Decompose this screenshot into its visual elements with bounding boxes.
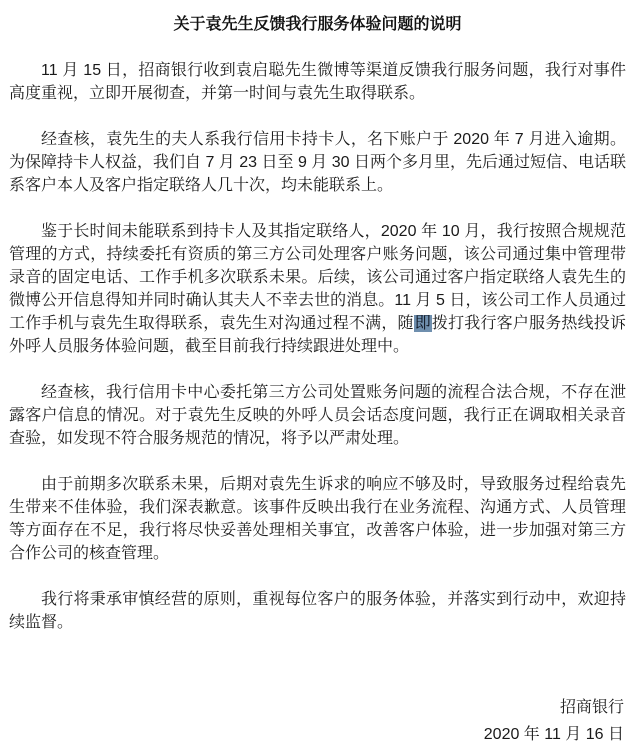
paragraph-3-text-before: 鉴于长时间未能联系到持卡人及其指定联络人，2020 年 10 月，我行按照合规规范管理的方式，持续委托有资质的第三方公司处理客户账务问题，该公司通过集中管理带录音的固定电话、工作手机多次联系未果。后续，该公司通过客户指定联络人袁先生的微博公开信息得知并同时确认其夫人不幸去世的消息。11 月 5 日，该公司工作人员通过工作手机与袁先生取得联系，袁先生对沟通过程不满，随 — [9, 223, 626, 332]
paragraph-5: 由于前期多次联系未果，后期对袁先生诉求的响应不够及时，导致服务过程给袁先生带来不佳体验，我们深表歉意。该事件反映出我行在业务流程、沟通方式、人员管理等方面存在不足，我行将尽快妥善处理相关事宜，改善客户体验，进一步加强对第三方合作公司的核查管理。 — [9, 476, 626, 562]
document-title: 关于袁先生反馈我行服务体验问题的说明 — [173, 16, 462, 33]
document-body — [9, 59, 626, 634]
paragraph-2: 经查核，袁先生的夫人系我行信用卡持卡人，名下账户于 2020 年 7 月进入逾期。为保障持卡人权益，我们自 7 月 23 日至 9 月 30 日两个多月里，先后通过短信、电话联系客户本人及客户指定联络人几十次，均未能联系上。 — [9, 131, 626, 194]
paragraph-3 — [9, 220, 626, 358]
signature-block — [9, 694, 626, 747]
paragraph-1: 11 月 15 日，招商银行收到袁启聪先生微博等渠道反馈我行服务问题，我行对事件高度重视，立即开展彻查，并第一时间与袁先生取得联系。 — [9, 62, 626, 102]
paragraph-3-text-after: 拨打我行客户服务热线投诉外呼人员服务体验问题，截至目前我行持续跟进处理中。 — [9, 315, 626, 355]
paragraph-6: 我行将秉承审慎经营的原则，重视每位客户的服务体验，并落实到行动中，欢迎持续监督。 — [9, 591, 626, 631]
signature-date: 2020 年 11 月 16 日 — [483, 726, 624, 743]
signature-org: 招商银行 — [559, 699, 624, 716]
highlighted-character: 即 — [414, 315, 431, 332]
paragraph-4: 经查核，我行信用卡中心委托第三方公司处置账务问题的流程合法合规，不存在泄露客户信息的情况。对于袁先生反映的外呼人员会话态度问题，我行正在调取相关录音查验，如发现不符合服务规范的情况，将予以严肃处理。 — [9, 384, 626, 447]
